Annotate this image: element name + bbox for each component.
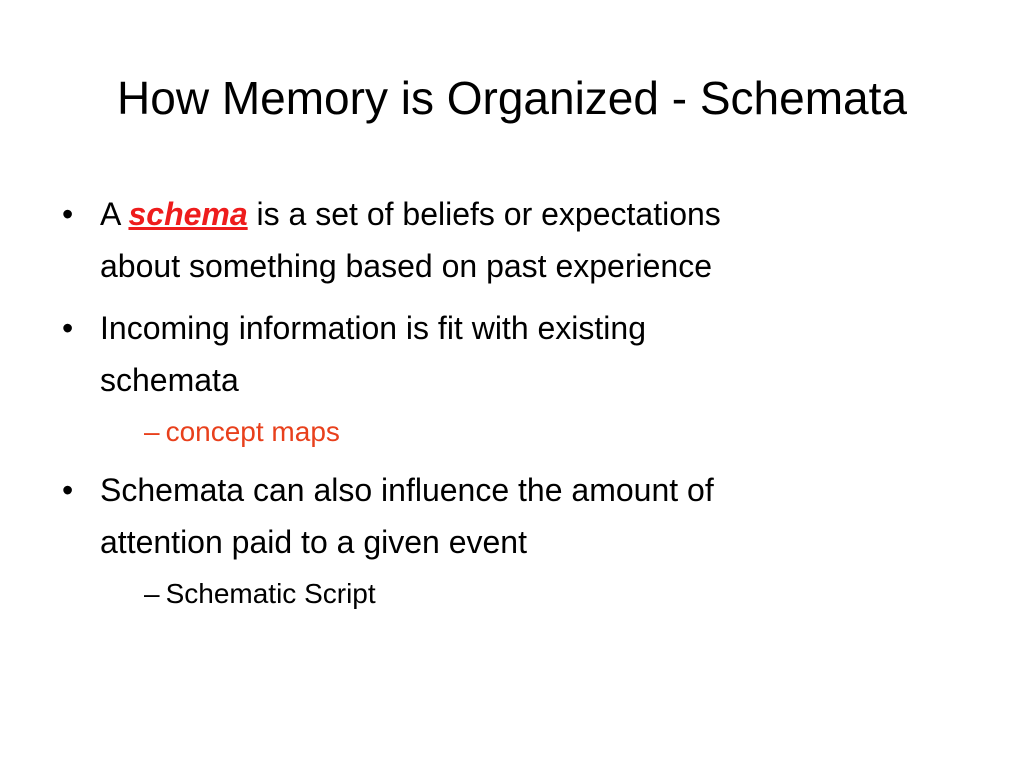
bullet-prefix: A	[100, 196, 120, 232]
bullet-marker: •	[62, 196, 74, 232]
bullet-marker: •	[62, 472, 74, 508]
slide-title: How Memory is Organized - Schemata	[117, 72, 907, 124]
sub-item-concept-maps	[62, 412, 962, 452]
slide-body	[62, 188, 962, 614]
bullet-item-schema	[62, 188, 962, 292]
bullet-marker: •	[62, 310, 74, 346]
sub-marker: –	[144, 416, 160, 447]
sub-item-text: Schematic Script	[165, 578, 376, 609]
bullet-text-continuation: attention paid to a given event	[100, 524, 527, 560]
bullet-text: Incoming information is fit with existing	[100, 310, 646, 346]
bullet-item-incoming-information	[62, 302, 962, 406]
sub-item-schematic-script	[62, 574, 962, 614]
emphasized-term: schema	[128, 196, 248, 232]
sub-marker: –	[144, 578, 160, 609]
bullet-text: is a set of beliefs or expectations	[256, 196, 721, 232]
sub-item-text: concept maps	[165, 416, 340, 447]
bullet-text: Schemata can also influence the amount of	[100, 472, 714, 508]
bullet-text-continuation: schemata	[100, 362, 239, 398]
bullet-text-continuation: about something based on past experience	[100, 248, 712, 284]
bullet-item-schemata-influence	[62, 464, 962, 568]
